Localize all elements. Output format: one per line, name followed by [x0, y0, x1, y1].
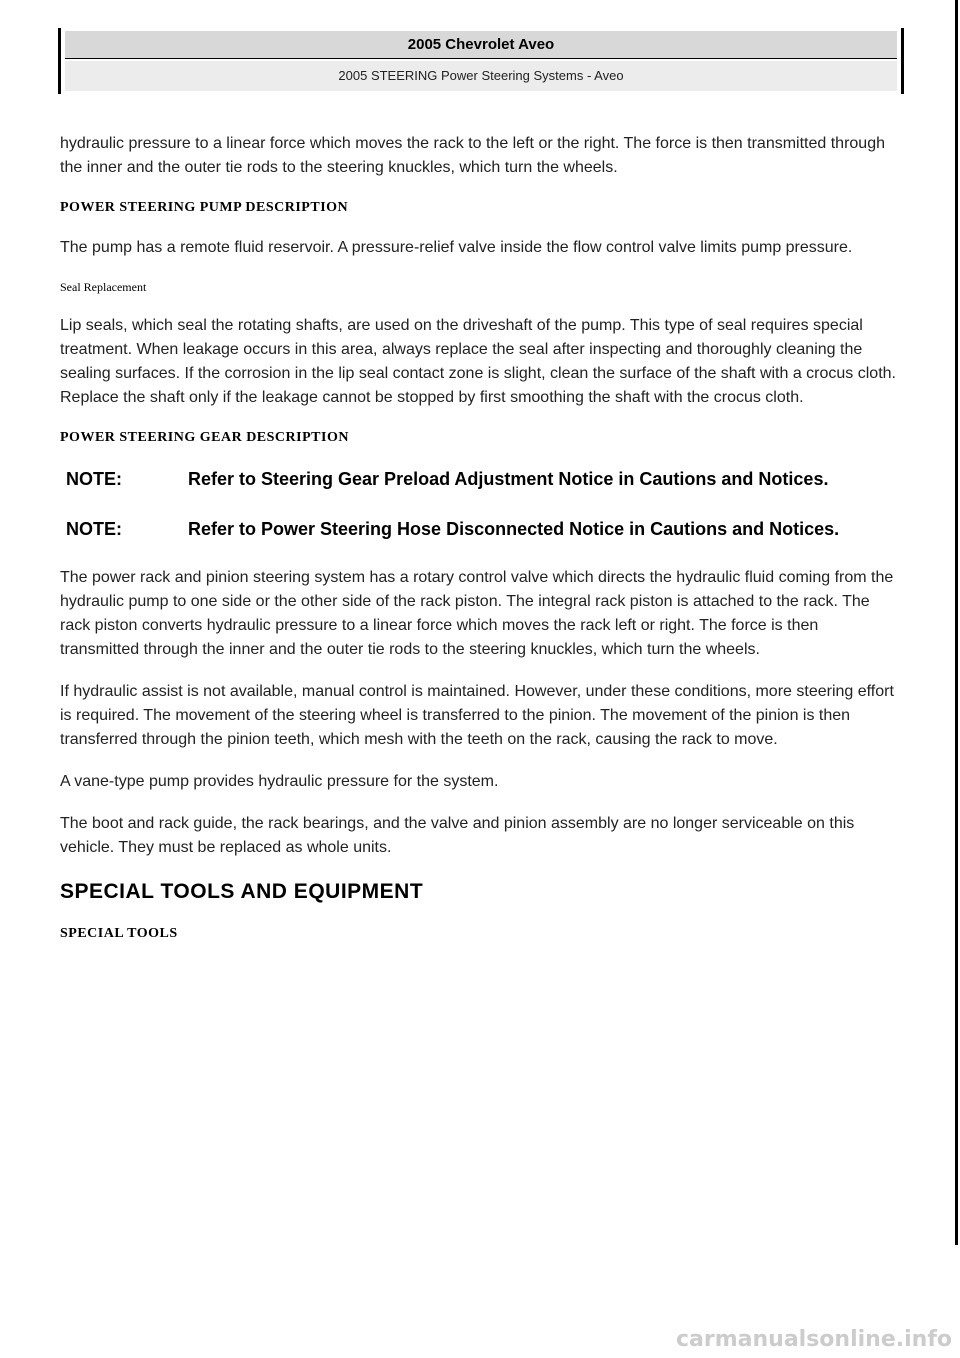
- gear-description-heading: POWER STEERING GEAR DESCRIPTION: [60, 430, 349, 445]
- special-tools-subheading: SPECIAL TOOLS: [60, 926, 178, 941]
- note-label: NOTE:: [66, 469, 122, 489]
- pump-paragraph: The pump has a remote fluid reservoir. A pressure-relief valve inside the flow control valve limits pump pressure.: [60, 239, 853, 256]
- intro-paragraph: hydraulic pressure to a linear force which moves the rack to the left or the right. The force is then transmitted through the inner and the outer tie rods to the steering knuckles, which turn the wheels.: [60, 135, 885, 176]
- seal-paragraph: Lip seals, which seal the rotating shafts, are used on the driveshaft of the pump. This type of seal requires special treatment. When leakage occurs in this area, always replace the seal after inspecting and thoroughly cleaning the sealing surfaces. If the corrosion in the lip seal contact zone is slight, clean the surface of the shaft with a crocus cloth. Replace the shaft only if the leakage cannot be stopped by first smoothing the shaft with the crocus cloth.: [60, 317, 896, 406]
- seal-replacement-heading: Seal Replacement: [60, 280, 147, 294]
- watermark: carmanualsonline.info: [676, 1327, 952, 1352]
- gear-paragraph-3: A vane-type pump provides hydraulic pressure for the system.: [60, 773, 499, 790]
- gear-paragraph-4: The boot and rack guide, the rack bearings, and the valve and pinion assembly are no longer serviceable on this vehicle. They must be replaced as whole units.: [60, 815, 855, 856]
- page-edge-rule: [955, 0, 958, 1245]
- note-block: [66, 516, 900, 542]
- note-text: Refer to Steering Gear Preload Adjustment Notice in Cautions and Notices.: [188, 469, 829, 489]
- note-label: NOTE:: [66, 519, 122, 539]
- gear-paragraph-2: If hydraulic assist is not available, manual control is maintained. However, under these conditions, more steering effort is required. The movement of the steering wheel is transferred to the pinion. The movement of the pinion is then transferred through the pinion teeth, which mesh with the teeth on the rack, causing the rack to move.: [60, 683, 894, 748]
- pump-description-heading: POWER STEERING PUMP DESCRIPTION: [60, 200, 349, 215]
- document-body: [60, 132, 900, 962]
- special-tools-title: SPECIAL TOOLS AND EQUIPMENT: [60, 880, 424, 903]
- note-block: [66, 466, 900, 492]
- header-title: 2005 Chevrolet Aveo: [65, 31, 897, 59]
- gear-paragraph-1: The power rack and pinion steering system has a rotary control valve which directs the hydraulic fluid coming from the hydraulic pump to one side or the other side of the rack piston. The integral rack piston is attached to the rack. The rack piston converts hydraulic pressure to a linear force which moves the rack left or right. The force is then transmitted through the inner and the outer tie rods to the steering knuckles, which turn the wheels.: [60, 569, 894, 658]
- note-text: Refer to Power Steering Hose Disconnected Notice in Cautions and Notices.: [188, 519, 840, 539]
- header-subtitle: 2005 STEERING Power Steering Systems - Aveo: [65, 61, 897, 91]
- document-header: [58, 28, 904, 94]
